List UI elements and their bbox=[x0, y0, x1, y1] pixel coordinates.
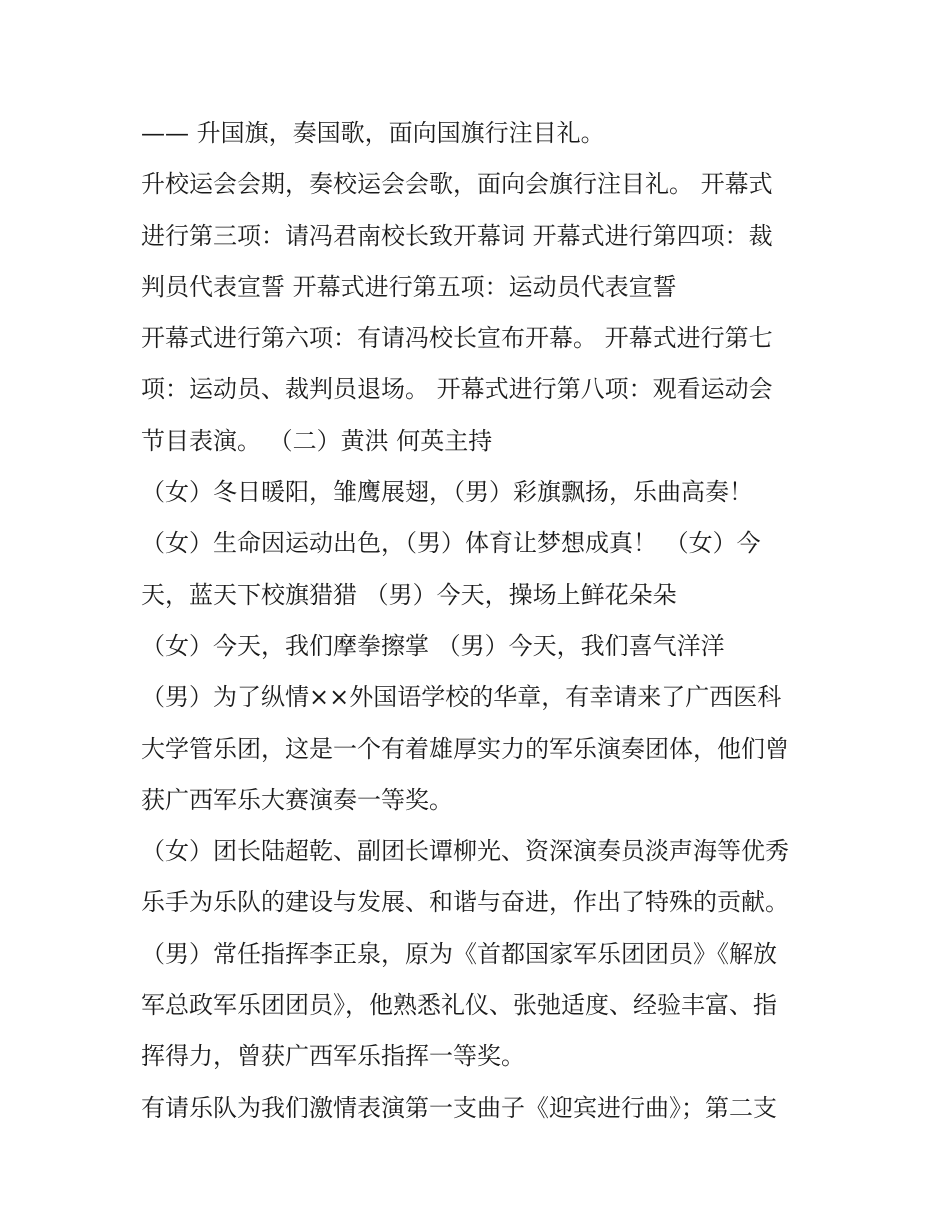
text-line: —— 升国旗，奏国歌，面向国旗行注目礼。 bbox=[141, 119, 605, 147]
text-line: 升校运会会期，奏校运会会歌，面向会旗行注目礼。 开幕式 bbox=[141, 170, 773, 199]
text-line: 乐手为乐队的建设与发展、和谐与奋进，作出了特殊的贡献。 bbox=[141, 888, 789, 917]
document-body bbox=[141, 108, 821, 1134]
text-line: 进行第三项：请冯君南校长致开幕词 开幕式进行第四项：裁 bbox=[141, 221, 773, 250]
text-line: （女）生命因运动出色，（男）体育让梦想成真！ （女）今 bbox=[141, 529, 761, 558]
text-line: 开幕式进行第六项：有请冯校长宣布开幕。 开幕式进行第七 bbox=[141, 324, 773, 353]
text-line: 判员代表宣誓 开幕式进行第五项：运动员代表宣誓 bbox=[141, 272, 677, 301]
text-line: （女）冬日暖阳，雏鹰展翅，（男）彩旗飘扬，乐曲高奏！ bbox=[141, 478, 753, 507]
text-line: （男）常任指挥李正泉，原为《首都国家军乐团团员》《解放 bbox=[141, 939, 777, 968]
text-line: 军总政军乐团团员》，他熟悉礼仪、张弛适度、经验丰富、指 bbox=[141, 991, 777, 1020]
text-line: （女）今天，我们摩拳擦掌 （男）今天，我们喜气洋洋 bbox=[141, 631, 725, 660]
text-line: 节目表演。 （二）黄洪 何英主持 bbox=[141, 426, 493, 455]
text-line: 挥得力，曾获广西军乐指挥一等奖。 bbox=[141, 1042, 525, 1071]
text-line: 大学管乐团，这是一个有着雄厚实力的军乐演奏团体，他们曾 bbox=[141, 734, 789, 763]
text-line: （男）为了纵情××外国语学校的华章，有幸请来了广西医科 bbox=[141, 683, 782, 712]
text-line: 有请乐队为我们激情表演第一支曲子《迎宾进行曲》；第二支 bbox=[141, 1093, 777, 1122]
text-line: 天，蓝天下校旗猎猎 （男）今天，操场上鲜花朵朵 bbox=[141, 580, 677, 609]
text-line: 项：运动员、裁判员退场。 开幕式进行第八项：观看运动会 bbox=[141, 375, 773, 404]
text-line: 获广西军乐大赛演奏一等奖。 bbox=[141, 785, 453, 814]
text-line: （女）团长陆超乾、副团长谭柳光、资深演奏员淡声海等优秀 bbox=[141, 837, 789, 866]
